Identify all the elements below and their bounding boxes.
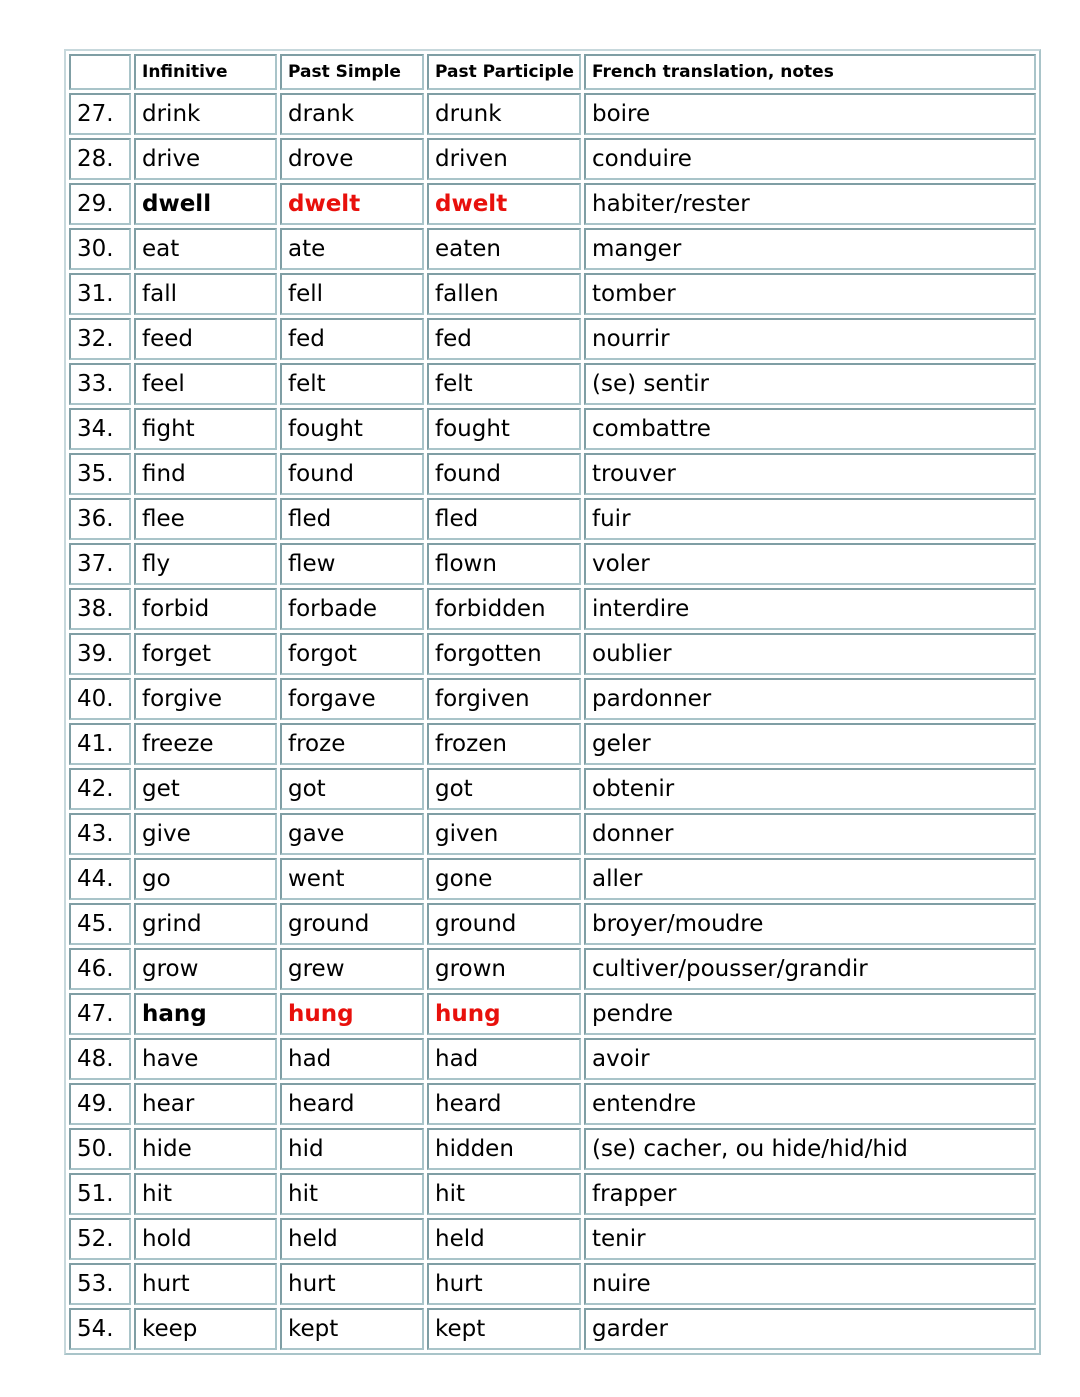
cell-number: 29. <box>69 183 131 225</box>
cell-infinitive: hang <box>134 993 277 1035</box>
cell-french-translation: conduire <box>584 138 1036 180</box>
cell-french-translation: nourrir <box>584 318 1036 360</box>
cell-infinitive: grind <box>134 903 277 945</box>
cell-number: 42. <box>69 768 131 810</box>
cell-french-translation: geler <box>584 723 1036 765</box>
table-row <box>69 858 1036 900</box>
cell-past-participle: dwelt <box>427 183 581 225</box>
cell-french-translation: boire <box>584 93 1036 135</box>
cell-number: 53. <box>69 1263 131 1305</box>
cell-infinitive: feed <box>134 318 277 360</box>
cell-number: 36. <box>69 498 131 540</box>
cell-infinitive: feel <box>134 363 277 405</box>
cell-past-simple: froze <box>280 723 424 765</box>
cell-past-simple: went <box>280 858 424 900</box>
cell-number: 30. <box>69 228 131 270</box>
cell-past-participle: forbidden <box>427 588 581 630</box>
cell-past-participle: frozen <box>427 723 581 765</box>
cell-past-participle: hidden <box>427 1128 581 1170</box>
cell-infinitive: get <box>134 768 277 810</box>
cell-infinitive: grow <box>134 948 277 990</box>
cell-past-participle: gone <box>427 858 581 900</box>
table-row <box>69 138 1036 180</box>
cell-number: 46. <box>69 948 131 990</box>
table-body <box>69 93 1036 1350</box>
cell-past-simple: gave <box>280 813 424 855</box>
cell-number: 41. <box>69 723 131 765</box>
table-row <box>69 768 1036 810</box>
cell-number: 50. <box>69 1128 131 1170</box>
cell-number: 32. <box>69 318 131 360</box>
cell-infinitive: forbid <box>134 588 277 630</box>
table-row <box>69 1173 1036 1215</box>
cell-past-participle: had <box>427 1038 581 1080</box>
cell-past-simple: felt <box>280 363 424 405</box>
cell-infinitive: keep <box>134 1308 277 1350</box>
cell-french-translation: cultiver/pousser/grandir <box>584 948 1036 990</box>
cell-french-translation: avoir <box>584 1038 1036 1080</box>
cell-french-translation: entendre <box>584 1083 1036 1125</box>
table-row <box>69 588 1036 630</box>
cell-french-translation: (se) cacher, ou hide/hid/hid <box>584 1128 1036 1170</box>
cell-infinitive: hit <box>134 1173 277 1215</box>
table-row <box>69 318 1036 360</box>
cell-past-participle: forgiven <box>427 678 581 720</box>
cell-french-translation: combattre <box>584 408 1036 450</box>
cell-number: 45. <box>69 903 131 945</box>
cell-infinitive: hide <box>134 1128 277 1170</box>
cell-past-participle: flown <box>427 543 581 585</box>
cell-past-simple: found <box>280 453 424 495</box>
table-row <box>69 93 1036 135</box>
cell-infinitive: hold <box>134 1218 277 1260</box>
header-infinitive: Infinitive <box>134 54 277 90</box>
cell-past-participle: drunk <box>427 93 581 135</box>
cell-infinitive: flee <box>134 498 277 540</box>
cell-number: 37. <box>69 543 131 585</box>
cell-past-simple: hid <box>280 1128 424 1170</box>
cell-number: 48. <box>69 1038 131 1080</box>
cell-french-translation: pardonner <box>584 678 1036 720</box>
cell-past-simple: got <box>280 768 424 810</box>
cell-past-participle: kept <box>427 1308 581 1350</box>
table-row <box>69 1128 1036 1170</box>
cell-past-simple: had <box>280 1038 424 1080</box>
table-row <box>69 1263 1036 1305</box>
cell-infinitive: hear <box>134 1083 277 1125</box>
cell-past-simple: fed <box>280 318 424 360</box>
cell-past-participle: grown <box>427 948 581 990</box>
cell-french-translation: tomber <box>584 273 1036 315</box>
cell-past-participle: heard <box>427 1083 581 1125</box>
cell-past-simple: hurt <box>280 1263 424 1305</box>
cell-past-participle: driven <box>427 138 581 180</box>
cell-number: 39. <box>69 633 131 675</box>
cell-french-translation: fuir <box>584 498 1036 540</box>
cell-number: 52. <box>69 1218 131 1260</box>
cell-past-participle: fallen <box>427 273 581 315</box>
table-row <box>69 1083 1036 1125</box>
cell-number: 33. <box>69 363 131 405</box>
cell-french-translation: oublier <box>584 633 1036 675</box>
cell-infinitive: go <box>134 858 277 900</box>
table-row <box>69 948 1036 990</box>
cell-french-translation: obtenir <box>584 768 1036 810</box>
cell-french-translation: pendre <box>584 993 1036 1035</box>
table-row <box>69 903 1036 945</box>
cell-past-simple: dwelt <box>280 183 424 225</box>
cell-past-participle: fled <box>427 498 581 540</box>
cell-infinitive: find <box>134 453 277 495</box>
cell-past-simple: forbade <box>280 588 424 630</box>
cell-number: 43. <box>69 813 131 855</box>
cell-past-participle: felt <box>427 363 581 405</box>
cell-past-participle: ground <box>427 903 581 945</box>
table-row <box>69 1308 1036 1350</box>
header-past-participle: Past Participle <box>427 54 581 90</box>
cell-past-participle: got <box>427 768 581 810</box>
cell-past-simple: drove <box>280 138 424 180</box>
table-row <box>69 993 1036 1035</box>
cell-past-participle: fed <box>427 318 581 360</box>
cell-french-translation: trouver <box>584 453 1036 495</box>
cell-french-translation: nuire <box>584 1263 1036 1305</box>
cell-french-translation: tenir <box>584 1218 1036 1260</box>
cell-past-participle: eaten <box>427 228 581 270</box>
cell-past-participle: hung <box>427 993 581 1035</box>
cell-number: 31. <box>69 273 131 315</box>
cell-infinitive: fall <box>134 273 277 315</box>
cell-past-participle: given <box>427 813 581 855</box>
cell-infinitive: freeze <box>134 723 277 765</box>
cell-infinitive: drink <box>134 93 277 135</box>
cell-french-translation: (se) sentir <box>584 363 1036 405</box>
cell-past-simple: ate <box>280 228 424 270</box>
cell-past-simple: kept <box>280 1308 424 1350</box>
cell-infinitive: fight <box>134 408 277 450</box>
table-row <box>69 183 1036 225</box>
header-number <box>69 54 131 90</box>
table-row <box>69 273 1036 315</box>
cell-past-simple: grew <box>280 948 424 990</box>
table-row <box>69 1038 1036 1080</box>
table-row <box>69 813 1036 855</box>
cell-past-simple: drank <box>280 93 424 135</box>
cell-infinitive: have <box>134 1038 277 1080</box>
cell-infinitive: give <box>134 813 277 855</box>
cell-past-simple: forgot <box>280 633 424 675</box>
cell-french-translation: manger <box>584 228 1036 270</box>
header-french-translation: French translation, notes <box>584 54 1036 90</box>
cell-past-simple: forgave <box>280 678 424 720</box>
table-row <box>69 678 1036 720</box>
cell-number: 47. <box>69 993 131 1035</box>
cell-infinitive: dwell <box>134 183 277 225</box>
cell-number: 27. <box>69 93 131 135</box>
cell-past-simple: heard <box>280 1083 424 1125</box>
table-row <box>69 453 1036 495</box>
cell-french-translation: aller <box>584 858 1036 900</box>
cell-past-participle: forgotten <box>427 633 581 675</box>
cell-number: 49. <box>69 1083 131 1125</box>
cell-past-simple: hung <box>280 993 424 1035</box>
cell-number: 28. <box>69 138 131 180</box>
cell-infinitive: hurt <box>134 1263 277 1305</box>
cell-infinitive: forgive <box>134 678 277 720</box>
cell-infinitive: forget <box>134 633 277 675</box>
cell-french-translation: habiter/rester <box>584 183 1036 225</box>
table-row <box>69 363 1036 405</box>
cell-french-translation: donner <box>584 813 1036 855</box>
header-past-simple: Past Simple <box>280 54 424 90</box>
table-row <box>69 408 1036 450</box>
cell-past-simple: ground <box>280 903 424 945</box>
cell-past-simple: fled <box>280 498 424 540</box>
cell-past-participle: fought <box>427 408 581 450</box>
cell-past-participle: hit <box>427 1173 581 1215</box>
cell-french-translation: broyer/moudre <box>584 903 1036 945</box>
cell-infinitive: eat <box>134 228 277 270</box>
cell-french-translation: voler <box>584 543 1036 585</box>
cell-number: 34. <box>69 408 131 450</box>
table-row <box>69 543 1036 585</box>
cell-french-translation: frapper <box>584 1173 1036 1215</box>
cell-french-translation: interdire <box>584 588 1036 630</box>
cell-number: 44. <box>69 858 131 900</box>
cell-past-participle: found <box>427 453 581 495</box>
irregular-verbs-table <box>64 49 1041 1355</box>
cell-french-translation: garder <box>584 1308 1036 1350</box>
table-row <box>69 1218 1036 1260</box>
table-row <box>69 228 1036 270</box>
cell-past-simple: fought <box>280 408 424 450</box>
cell-past-simple: fell <box>280 273 424 315</box>
table-row <box>69 723 1036 765</box>
cell-number: 51. <box>69 1173 131 1215</box>
cell-number: 54. <box>69 1308 131 1350</box>
cell-infinitive: drive <box>134 138 277 180</box>
cell-number: 35. <box>69 453 131 495</box>
cell-past-simple: hit <box>280 1173 424 1215</box>
cell-past-participle: held <box>427 1218 581 1260</box>
cell-past-simple: held <box>280 1218 424 1260</box>
cell-number: 40. <box>69 678 131 720</box>
cell-number: 38. <box>69 588 131 630</box>
table-row <box>69 498 1036 540</box>
table-row <box>69 633 1036 675</box>
table-header-row <box>69 54 1036 90</box>
cell-past-participle: hurt <box>427 1263 581 1305</box>
cell-infinitive: fly <box>134 543 277 585</box>
cell-past-simple: flew <box>280 543 424 585</box>
